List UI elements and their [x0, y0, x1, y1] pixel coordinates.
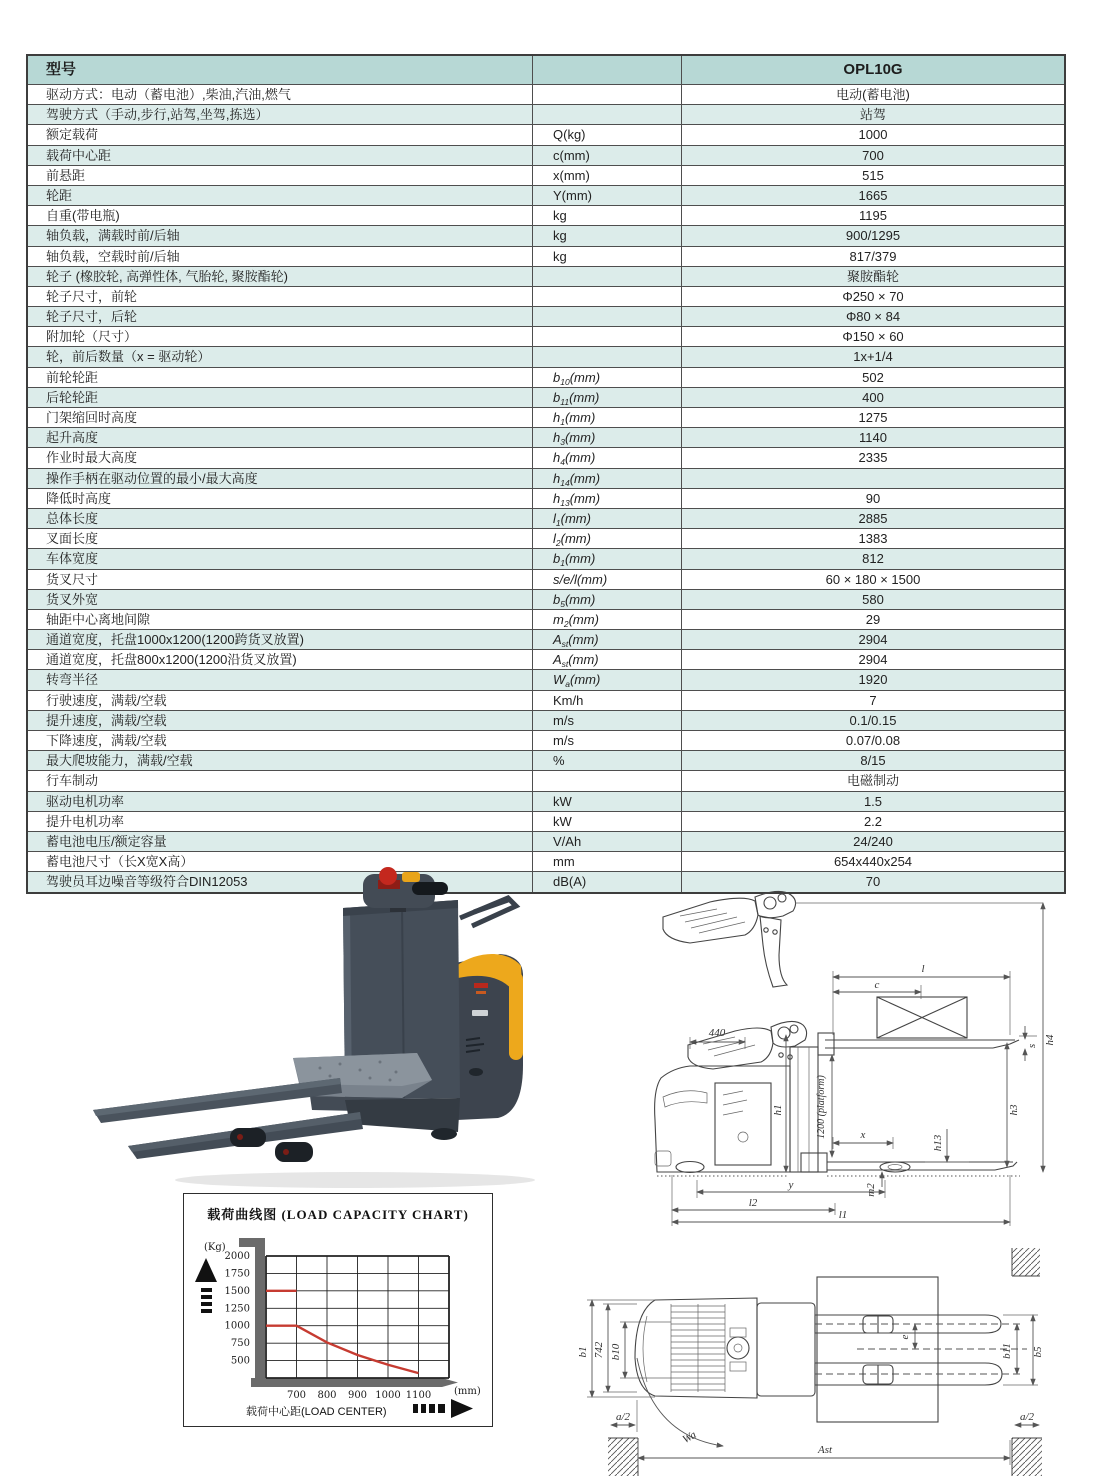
header-model-value: OPL10G — [843, 61, 903, 78]
table-row — [28, 165, 1064, 185]
dim-label-742: 742 — [593, 1341, 605, 1359]
row-label: 载荷中心距 — [46, 147, 112, 163]
row-value: 1000 — [858, 127, 888, 143]
row-unit: $h_{13}(mm)$ — [532, 489, 682, 508]
row-unit: s/e/l(mm) — [532, 570, 682, 589]
photo-shadow — [175, 1172, 535, 1188]
row-unit: $b_{10}(mm)$ — [532, 368, 682, 387]
svg-text:900: 900 — [347, 1390, 368, 1401]
spec-table-body — [28, 84, 1064, 892]
dim-label-l: l — [921, 963, 925, 975]
table-row — [28, 447, 1064, 467]
row-label: 轮子尺寸，后轮 — [46, 309, 138, 325]
row-value: 90 — [865, 490, 881, 506]
row-unit: $m_2(mm)$ — [532, 610, 682, 629]
dim-label-l1: l1 — [838, 1209, 848, 1221]
row-label: 前轮轮距 — [46, 369, 99, 385]
table-header-row — [28, 56, 1064, 84]
row-value: 聚胺酯轮 — [846, 268, 899, 284]
table-row — [28, 407, 1064, 427]
row-unit: Km/h — [532, 691, 682, 710]
row-label: 蓄电池电压/额定容量 — [46, 833, 167, 849]
row-value: 24/240 — [853, 833, 893, 849]
row-label: 转弯半径 — [46, 672, 99, 688]
row-unit — [532, 771, 682, 790]
table-row — [28, 629, 1064, 649]
row-unit — [532, 105, 682, 124]
table-row — [28, 367, 1064, 387]
row-value: 70 — [865, 874, 881, 890]
checker-platform — [757, 1303, 815, 1396]
row-label: 驱动电机功率 — [46, 793, 125, 809]
table-row — [28, 387, 1064, 407]
row-unit: $h_1(mm)$ — [532, 408, 682, 427]
row-value — [682, 469, 1064, 488]
row-label: 后轮轮距 — [46, 389, 99, 405]
dim-label-s: s — [1026, 1043, 1038, 1049]
dim-label-ast: Ast — [817, 1444, 833, 1456]
dim-label-b10: b10 — [610, 1343, 622, 1361]
row-value: 580 — [862, 591, 884, 607]
row-label: 蓄电池尺寸（长X宽X高） — [46, 854, 194, 870]
steering-unit — [727, 1337, 749, 1359]
table-row — [28, 266, 1064, 286]
row-label: 轴负载，空载时前/后轴 — [46, 248, 180, 264]
dim-label-h1: h1 — [772, 1104, 784, 1116]
row-value: 站驾 — [859, 107, 886, 123]
svg-text:800: 800 — [317, 1390, 337, 1401]
table-row — [28, 124, 1064, 144]
row-label: 前悬距 — [46, 167, 86, 183]
row-label: 行车制动 — [46, 773, 99, 789]
row-unit: $A_{st}(mm)$ — [532, 630, 682, 649]
row-value: Φ80 × 84 — [845, 309, 901, 325]
row-value: 700 — [862, 147, 884, 163]
row-unit: m/s — [532, 731, 682, 750]
table-row — [28, 831, 1064, 851]
table-row — [28, 609, 1064, 629]
row-label: 车体宽度 — [46, 551, 99, 567]
y-unit-label: (Kg) — [204, 1242, 226, 1253]
row-value: 29 — [865, 611, 881, 627]
row-value: 900/1295 — [845, 228, 901, 244]
row-value: Φ150 × 60 — [842, 329, 904, 345]
chart-axis-frame — [239, 1238, 458, 1387]
row-label: 总体长度 — [46, 510, 99, 526]
table-row — [28, 427, 1064, 447]
top-dims — [577, 1300, 1044, 1465]
row-label: 轴距中心离地间隙 — [46, 611, 151, 627]
dim-label-c: c — [874, 979, 880, 991]
table-row — [28, 730, 1064, 750]
row-label: 行驶速度，满载/空载 — [46, 692, 167, 708]
row-value: 654x440x254 — [833, 854, 913, 870]
row-unit: % — [532, 751, 682, 770]
guard-rail — [460, 898, 516, 926]
svg-text:700: 700 — [286, 1390, 307, 1401]
raised-console-detail — [663, 891, 796, 987]
row-value: 0.07/0.08 — [845, 733, 901, 748]
svg-text:1750: 1750 — [224, 1268, 250, 1280]
row-value: 817/379 — [849, 248, 897, 264]
table-row — [28, 508, 1064, 528]
load-capacity-chart — [183, 1193, 493, 1427]
row-value: 515 — [862, 167, 884, 183]
row-label: 驱动方式：电动（蓄电池）,柴油,汽油,燃气 — [46, 87, 291, 102]
dim-label-h3: h3 — [1008, 1104, 1020, 1116]
dim-label-platform: 1200 (platform) — [816, 1075, 827, 1139]
table-row — [28, 669, 1064, 689]
table-row — [28, 770, 1064, 790]
row-label: 自重(带电瓶) — [46, 208, 120, 224]
fork-roller — [230, 1128, 266, 1147]
truck-body-top — [635, 1298, 815, 1398]
row-value: 2904 — [858, 632, 888, 648]
row-label: 轴负载，满载时前/后轴 — [46, 228, 180, 244]
row-unit: kg — [532, 206, 682, 225]
row-label: 降低时高度 — [46, 490, 112, 506]
table-row — [28, 710, 1064, 730]
row-unit — [532, 347, 682, 366]
side-view-drawing — [595, 885, 1070, 1235]
row-unit: c(mm) — [532, 146, 682, 165]
row-label: 轮子尺寸，前轮 — [46, 288, 138, 304]
capacity-curve — [266, 1326, 419, 1373]
x-unit-label: (mm) — [454, 1386, 481, 1397]
table-row — [28, 548, 1064, 568]
row-value: 2.2 — [863, 813, 883, 829]
pallet-outline-top — [817, 1277, 938, 1422]
table-row — [28, 649, 1064, 669]
svg-text:1000: 1000 — [375, 1390, 401, 1401]
row-label: 驾驶员耳边噪音等级符合DIN12053 — [46, 874, 248, 890]
table-row — [28, 205, 1064, 225]
row-value: 1140 — [859, 430, 887, 446]
row-unit — [532, 267, 682, 286]
row-label: 轮距 — [46, 187, 73, 203]
aisle-walls — [608, 1248, 1042, 1476]
row-value: 1383 — [858, 531, 888, 547]
raised-forks — [818, 997, 1019, 1055]
row-unit: kW — [532, 792, 682, 811]
svg-text:1500: 1500 — [224, 1285, 250, 1297]
row-unit: $A_{st}(mm)$ — [532, 650, 682, 669]
brand-logo — [474, 983, 488, 988]
svg-text:750: 750 — [230, 1338, 250, 1350]
table-row — [28, 811, 1064, 831]
dim-label-h13: h13 — [932, 1134, 944, 1152]
row-label: 驾驶方式（手动,步行,站驾,坐驾,拣选） — [46, 107, 269, 123]
row-unit: $b_{11}(mm)$ — [532, 388, 682, 407]
lowered-forks — [801, 1153, 1020, 1176]
row-label: 额定载荷 — [46, 127, 99, 143]
row-unit: kg — [532, 247, 682, 266]
table-row — [28, 528, 1064, 548]
dim-label-y: y — [788, 1179, 794, 1191]
top-view-drawing — [575, 1240, 1085, 1477]
row-unit: $b_1(mm)$ — [532, 549, 682, 568]
row-value: Φ250 × 70 — [842, 288, 904, 304]
product-photo — [60, 860, 560, 1190]
table-row — [28, 488, 1064, 508]
row-value: 502 — [862, 369, 884, 385]
row-value: 400 — [862, 389, 884, 405]
row-unit: $W_a(mm)$ — [532, 670, 682, 689]
row-label: 起升高度 — [46, 430, 99, 446]
table-row — [28, 286, 1064, 306]
row-label: 最大爬坡能力，满载/空载 — [46, 753, 193, 769]
row-value: 电动(蓄电池) — [836, 87, 910, 102]
table-row — [28, 690, 1064, 710]
dim-label-wa: Wa — [680, 1428, 699, 1447]
row-unit — [532, 287, 682, 306]
row-unit: $l_1(mm)$ — [532, 509, 682, 528]
row-label: 通道宽度，托盘1000x1200(1200跨货叉放置) — [46, 632, 304, 648]
row-unit: m/s — [532, 711, 682, 730]
dim-label-a2-left: a/2 — [615, 1411, 631, 1423]
header-model-label: 型号 — [46, 61, 77, 78]
row-unit — [532, 85, 682, 104]
row-unit: $b_5(mm)$ — [532, 590, 682, 609]
row-label: 操作手柄在驱动位置的最小/最大高度 — [46, 470, 258, 486]
row-value: 1920 — [858, 672, 888, 688]
row-value: 1x+1/4 — [853, 349, 893, 365]
row-unit: mm — [532, 852, 682, 871]
row-label: 货叉尺寸 — [46, 571, 99, 587]
row-label: 提升速度，满载/空载 — [46, 712, 167, 728]
dim-label-b11: b11 — [1001, 1343, 1013, 1359]
row-label: 附加轮（尺寸） — [46, 329, 138, 345]
svg-text:1000: 1000 — [224, 1320, 250, 1332]
row-label: 提升电机功率 — [46, 813, 125, 829]
svg-text:500: 500 — [230, 1355, 250, 1367]
row-unit: $h_3(mm)$ — [532, 428, 682, 447]
table-row — [28, 791, 1064, 811]
row-value: 1665 — [858, 187, 888, 203]
row-value: 1275 — [858, 410, 888, 425]
row-value: 2885 — [858, 510, 888, 526]
dim-label-h4: h4 — [1044, 1034, 1056, 1046]
row-label: 货叉外宽 — [46, 591, 99, 607]
row-unit: dB(A) — [532, 872, 682, 891]
row-unit: Y(mm) — [532, 186, 682, 205]
y-axis-arrow — [195, 1258, 217, 1313]
forks-top — [815, 1315, 1027, 1385]
row-unit: $l_2(mm)$ — [532, 529, 682, 548]
table-row — [28, 750, 1064, 770]
table-row — [28, 104, 1064, 124]
row-unit: kg — [532, 226, 682, 245]
table-row — [28, 246, 1064, 266]
row-unit: V/Ah — [532, 832, 682, 851]
x-axis-label: 载荷中心距(LOAD CENTER) — [246, 1406, 387, 1418]
row-value: 2335 — [858, 450, 888, 466]
row-label: 轮子 (橡胶轮, 高弹性体, 气胎轮, 聚胺酯轮) — [46, 268, 288, 284]
table-row — [28, 346, 1064, 366]
row-value: 2904 — [858, 652, 888, 668]
table-row — [28, 468, 1064, 488]
row-label: 叉面长度 — [46, 531, 99, 547]
dim-label-e: e — [899, 1334, 911, 1340]
row-label: 作业时最大高度 — [46, 450, 138, 466]
chart-grid — [266, 1256, 449, 1378]
forks — [93, 1078, 363, 1162]
table-row — [28, 589, 1064, 609]
row-value: 1195 — [859, 208, 887, 224]
svg-text:1250: 1250 — [224, 1303, 250, 1315]
table-row — [28, 84, 1064, 104]
dim-label-b5: b5 — [1032, 1346, 1044, 1358]
truck-body-side — [655, 1047, 818, 1173]
svg-text:1100: 1100 — [405, 1390, 432, 1401]
row-value: 1.5 — [863, 793, 883, 809]
x-axis-arrow — [413, 1399, 473, 1418]
row-value: 7 — [869, 692, 877, 708]
dim-label-a2-right: a/2 — [1019, 1411, 1035, 1423]
dim-label-b1: b1 — [577, 1346, 589, 1358]
row-value: 0.1/0.15 — [849, 712, 897, 728]
row-unit: $h_4(mm)$ — [532, 448, 682, 467]
table-row — [28, 225, 1064, 245]
dim-label-m2: m2 — [865, 1183, 877, 1197]
side-dims — [672, 903, 1056, 1226]
row-value: 8/15 — [860, 753, 886, 769]
spec-table — [26, 54, 1066, 894]
row-label: 下降速度，满载/空载 — [46, 733, 167, 748]
table-row — [28, 185, 1064, 205]
console-lowered — [688, 1021, 807, 1069]
table-row — [28, 145, 1064, 165]
row-unit: Q(kg) — [532, 125, 682, 144]
dim-label-440: 440 — [708, 1027, 726, 1039]
row-unit: x(mm) — [532, 166, 682, 185]
row-value: 电磁制动 — [846, 773, 899, 789]
table-row — [28, 306, 1064, 326]
row-label: 轮，前后数量（x = 驱动轮） — [46, 349, 211, 365]
row-label: 门架缩回时高度 — [46, 410, 138, 425]
fork-roller — [275, 1142, 313, 1162]
dim-label-x: x — [860, 1129, 866, 1141]
header-unit-cell — [532, 56, 682, 84]
row-unit: $h_{14}(mm)$ — [532, 469, 682, 488]
table-row — [28, 326, 1064, 346]
row-value: 812 — [862, 551, 884, 567]
row-value: 60 × 180 × 1500 — [825, 571, 921, 587]
emergency-knob — [379, 867, 397, 885]
chart-title: 载荷曲线图 (LOAD CAPACITY CHART) — [207, 1207, 469, 1222]
row-unit: kW — [532, 812, 682, 831]
dim-label-l2: l2 — [748, 1197, 758, 1209]
capacity-chart-svg — [184, 1194, 494, 1428]
svg-text:2000: 2000 — [224, 1251, 250, 1262]
table-row — [28, 569, 1064, 589]
row-unit — [532, 307, 682, 326]
row-unit — [532, 327, 682, 346]
row-label: 通道宽度，托盘800x1200(1200沿货叉放置) — [46, 652, 297, 668]
rear-body — [455, 954, 523, 1120]
